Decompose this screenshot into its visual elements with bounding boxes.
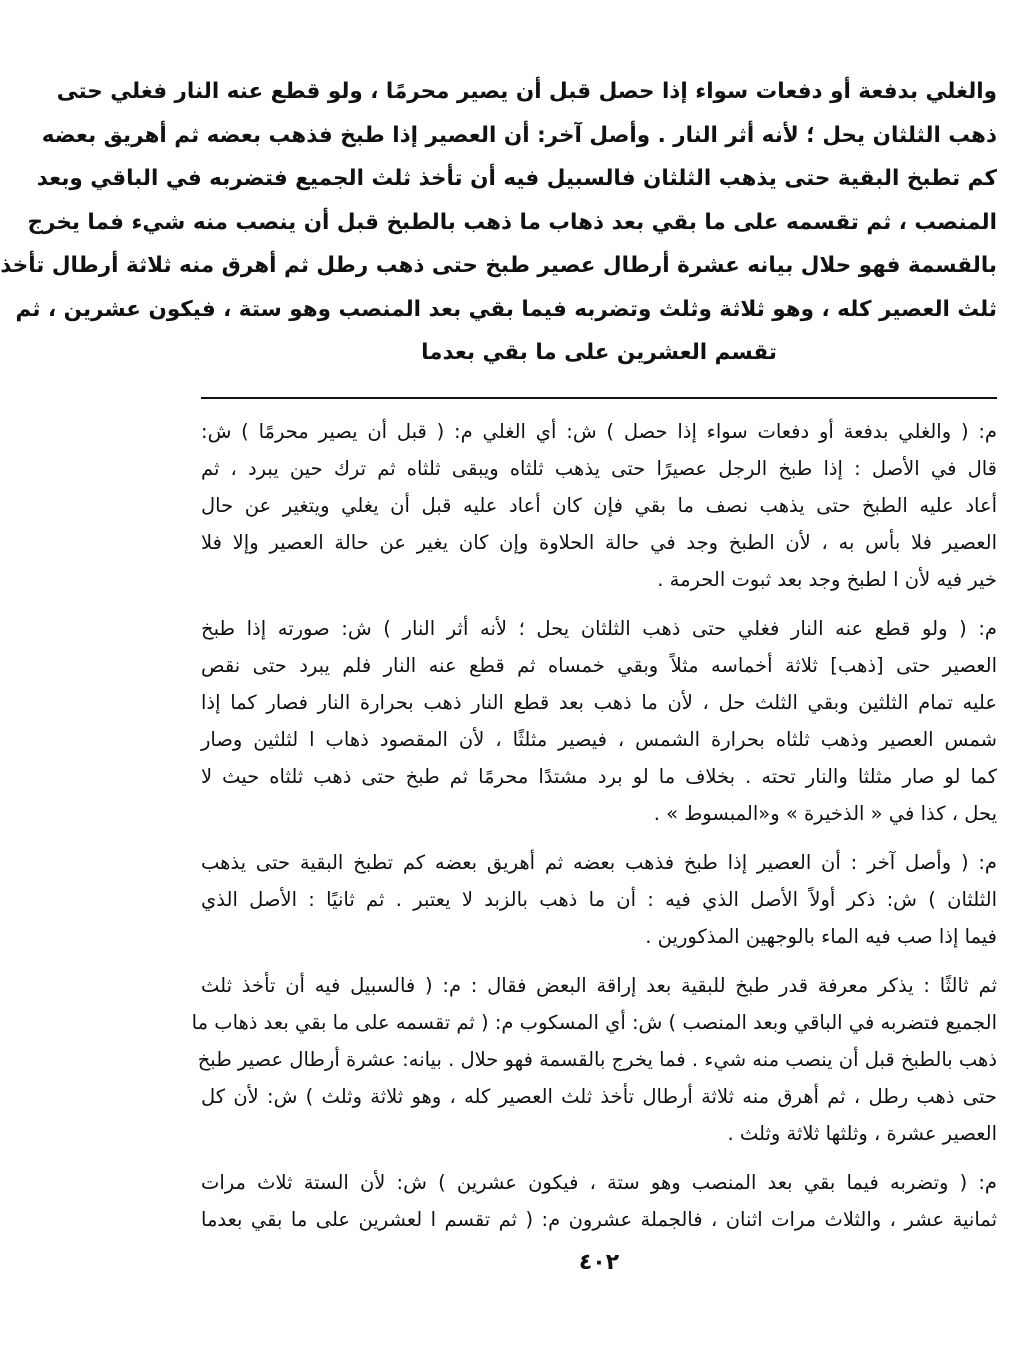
commentary-line: العصير عشرة ، وثلثها ثلاثة وثلث . [727,1121,997,1145]
commentary-line: عليه تمام الثلثين وبقي الثلث حل ، لأن ما ذهب بعد قطع النار ذهب بحرارة النار فصار كما إذا [201,690,997,714]
commentary-paragraph [201,1164,997,1238]
commentary-line: م: ( وتضربه فيما بقي بعد المنصب وهو ستة ، فيكون عشرين ) ش: لأن الستة ثلاث مرات [201,1170,997,1194]
commentary-line: العصير فلا بأس به ، لأن الطبخ وجد في حالة الحلاوة وإن كان يغير عن حالة العصير وإلا فلا [201,530,997,554]
commentary-paragraph [191,967,997,1152]
main-text-line: والغلي بدفعة أو دفعات سواء إذا حصل قبل أن يصير محرمًا ، ولو قطع عنه النار فغلي حتى [56,79,997,104]
commentary-line: م: ( والغلي بدفعة أو دفعات سواء إذا حصل ) ش: أي الغلي م: ( قبل أن يصير محرمًا ) ش: [201,419,997,443]
commentary-line: يحل ، كذا في « الذخيرة » و«المبسوط » . [653,801,997,825]
commentary-line: شمس العصير وذهب ثلثاه بحرارة الشمس ، فيصير مثلثًا ، لأن المقصود ذهاب ا لثلثين وصار [201,727,997,751]
commentary-line: فيما إذا صب فيه الماء بالوجهين المذكورين . [645,924,997,948]
main-text-line: تقسم العشرين على ما بقي بعدما [421,340,777,365]
commentary-line: أعاد عليه الطبخ حتى يذهب نصف ما بقي فإن كان أعاد عليه قبل أن يغلي ويتغير عن حال [201,493,997,517]
commentary-paragraph [201,610,997,832]
commentary-paragraph [201,844,997,955]
commentary-line: الجميع فتضربه في الباقي وبعد المنصب ) ش: أي المسكوب م: ( ثم تقسمه على ما بقي بعد ذهاب ما [191,1010,997,1034]
commentary-line: م: ( ولو قطع عنه النار فغلي حتى ذهب الثلثان يحل ؛ لأنه أثر النار ) ش: صورته إذا طبخ [201,616,997,640]
document-page [0,70,997,1368]
commentary-line: ثم ثالثًا : يذكر معرفة قدر طبخ للبقية بعد إراقة البعض فقال : م: ( فالسبيل فيه أن تأخذ ثلث [201,973,997,997]
commentary-line: ذهب بالطبخ قبل أن ينصب منه شيء . فما يخرج بالقسمة فهو حلال . بيانه: عشرة أرطال عصير طبخ [197,1047,997,1071]
main-text-line: ثلث العصير كله ، وهو ثلاثة وثلث وتضربه فيما بقي بعد المنصب وهو ستة ، فيكون عشرين ، ثم [15,296,997,322]
commentary-block [191,413,997,1238]
separator-rule [201,397,997,399]
commentary-line: العصير حتى [ذهب] ثلاثة أخماسه مثلاً وبقي خمساه ثم قطع عنه النار فلم يبرد حتى نقص [201,653,997,677]
commentary-line: قال في الأصل : إذا طبخ الرجل عصيرًا حتى يذهب ثلثاه ويبقى ثلثاه ثم ترك حين يبرد ، ثم [201,456,997,480]
commentary-line: م: ( وأصل آخر : أن العصير إذا طبخ فذهب بعضه ثم أهريق بعضه كم تطبخ البقية حتى يذهب [201,850,997,874]
page-number: ٤٠٢ [578,1250,620,1275]
commentary-line: كما لو صار مثلثا والنار تحته . بخلاف ما لو برد مشتدًا محرمًا ثم طبخ حتى ذهب ثلثاه حيث لا [201,764,997,788]
commentary-line: خير فيه لأن ا لطبخ وجد بعد ثبوت الحرمة . [657,567,997,591]
commentary-line: حتى ذهب رطل ، ثم أهرق منه ثلاثة أرطال تأخذ ثلث العصير كله ، وهو ثلاثة وثلث ) ش: لأن كل [201,1084,997,1108]
main-text-line: المنصب ، ثم تقسمه على ما بقي بعد ذهاب ما ذهب بالطبخ قبل أن ينصب منه شيء فما يخرج [27,209,997,235]
main-text-block [0,70,997,375]
commentary-line: ثمانية عشر ، والثلاث مرات اثنان ، فالجملة عشرون م: ( ثم تقسم ا لعشرين على ما بقي بعدما [201,1207,997,1231]
main-text-line: بالقسمة فهو حلال بيانه عشرة أرطال عصير طبخ حتى ذهب رطل ثم أهرق منه ثلاثة أرطال تأخذ [0,253,997,278]
main-text-line: ذهب الثلثان يحل ؛ لأنه أثر النار . وأصل آخر: أن العصير إذا طبخ فذهب بعضه ثم أهريق بعضه [41,122,997,148]
main-text-line: كم تطبخ البقية حتى يذهب الثلثان فالسبيل فيه أن تأخذ ثلث الجميع فتضربه في الباقي وبعد [36,166,997,191]
commentary-paragraph [201,413,997,598]
commentary-line: الثلثان ) ش: ذكر أولاً الأصل الذي فيه : أن ما ذهب بالزبد لا يعتبر . ثم ثانيًا : الأصل الذي [201,887,997,911]
